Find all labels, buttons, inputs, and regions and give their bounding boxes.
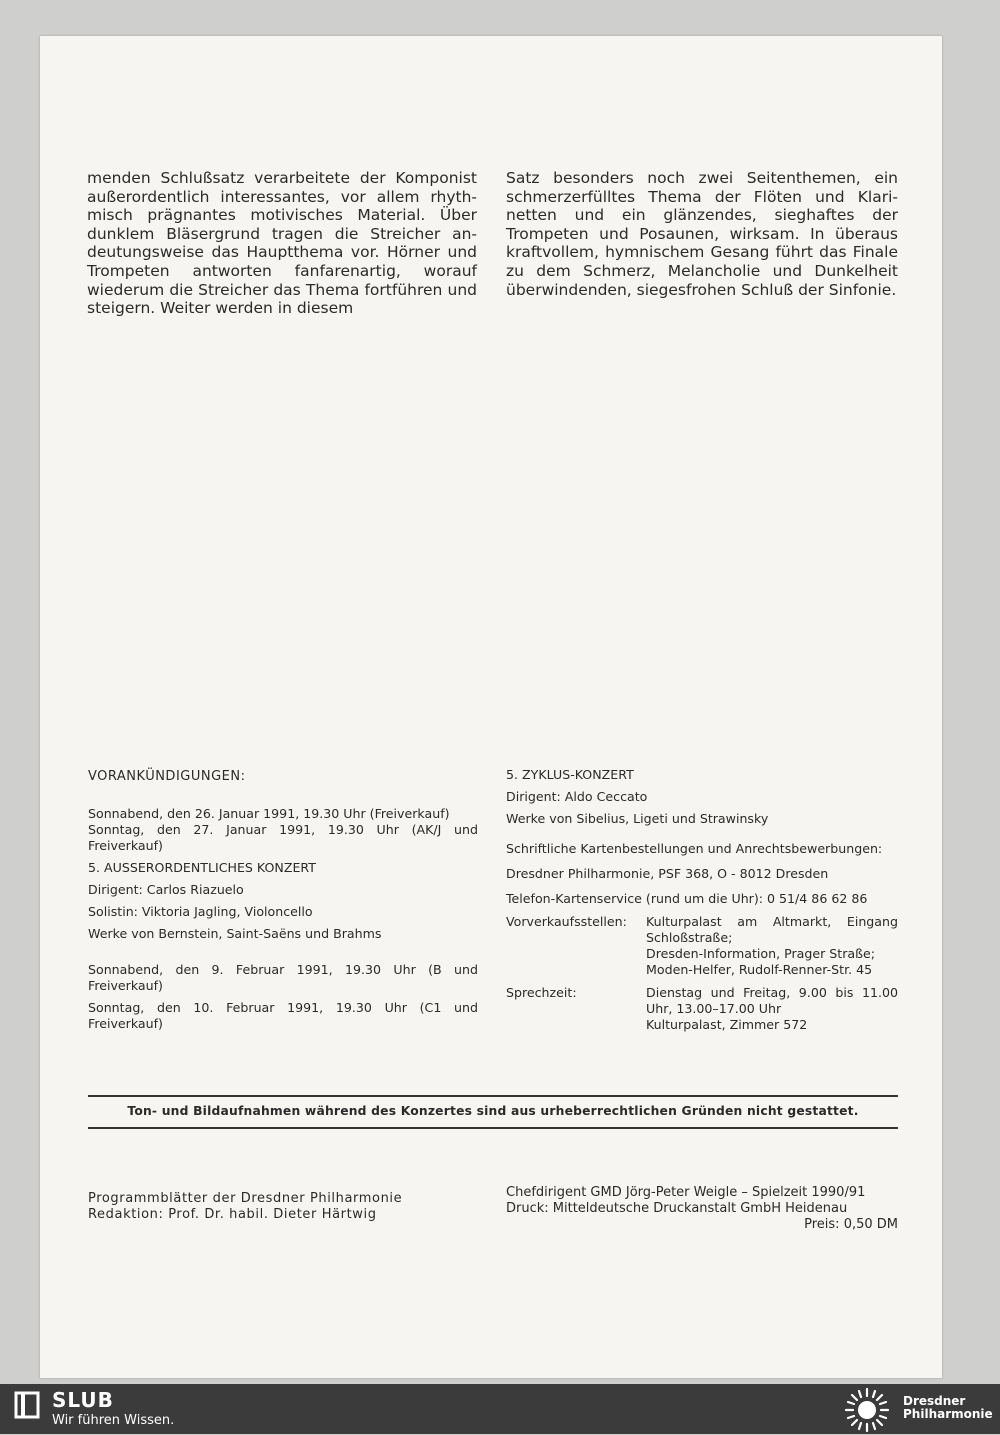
article-left-text: menden Schlußsatz verarbeitete der Komponist außerordentlich interessantes, vor allem rhythmisch prägnantes motivisches Material. Über dunklem Bläsergrund tragen die Streicher andeutungsweise das Hauptthema vor. Hörner und Trompeten antworten fanfarenartig, worauf wiederum die Streicher das Thema fortführen und steigern. Weiter werden in diesem [87, 169, 477, 318]
date-1: Sonnabend, den 26. Januar 1991, 19.30 Uhr (Freiverkauf) [88, 806, 450, 821]
conductor-left: Dirigent: Carlos Riazuelo [88, 882, 244, 897]
footer-right [506, 1185, 898, 1233]
slub-name[interactable]: SLUB [52, 1388, 114, 1412]
vvk-label: Vorverkaufsstellen: [506, 914, 627, 929]
concert-title-right: 5. ZYKLUS-KONZERT [506, 767, 634, 782]
hours-row [506, 985, 898, 1033]
soloist-left: Solistin: Viktoria Jagling, Violoncello [88, 904, 313, 919]
notice-rule-top [88, 1095, 898, 1097]
slub-tagline: Wir führen Wissen. [52, 1413, 175, 1428]
works-right: Werke von Sibelius, Ligeti und Strawinsky [506, 811, 769, 826]
phone-text: Telefon-Kartenservice (rund um die Uhr): 0 51/4 86 62 86 [506, 891, 868, 906]
footer-right-line1: Chefdirigent GMD Jörg-Peter Weigle – Spielzeit 1990/91 [506, 1185, 866, 1200]
vvk-2: Dresden-Information, Prager Straße; [646, 946, 876, 961]
article-left-column [87, 169, 477, 318]
recording-notice: Ton- und Bildaufnahmen während des Konzertes sind aus urheberrechtlichen Gründen nicht gestattet. [127, 1104, 859, 1118]
date-4: Sonntag, den 10. Februar 1991, 19.30 Uhr (C1 und Freiverkauf) [88, 1000, 478, 1031]
date-3: Sonnabend, den 9. Februar 1991, 19.30 Uhr (B und Freiverkauf) [88, 962, 478, 993]
slub-logo-icon [12, 1390, 42, 1420]
footer-right-line2: Druck: Mitteldeutsche Druckanstalt GmbH Heidenau [506, 1201, 848, 1216]
notice-rule-bottom [88, 1127, 898, 1129]
works-left: Werke von Bernstein, Saint-Saëns und Brahms [88, 926, 382, 941]
vvk-row [506, 914, 898, 978]
address-text: Dresdner Philharmonie, PSF 368, O - 8012 Dresden [506, 866, 829, 881]
viewer-footer-bar [0, 1384, 1000, 1434]
announcements-heading: VORANKÜNDIGUNGEN: [88, 769, 246, 784]
hours-1: Dienstag und Freitag, 9.00 bis 11.00 Uhr, 13.00–17.00 Uhr [646, 985, 898, 1016]
announcements-left [88, 806, 478, 1032]
article-right-text: Satz besonders noch zwei Seitenthemen, ein schmerzerfülltes Thema der Flöten und Klarinetten und ein glänzendes, sieghaftes der Trompeten und Posaunen, wirksam. In überaus kraftvollem, hymnischem Gesang führt das Finale zu dem Schmerz, Melancholie und Dunkelheit überwindenden, siegesfrohen Schluß der Sinfonie. [506, 169, 898, 299]
hours-label: Sprechzeit: [506, 985, 577, 1000]
price-text: Preis: 0,50 DM [804, 1217, 898, 1232]
announcements-right [506, 767, 898, 1033]
dresdner-philharmonie-name[interactable] [903, 1395, 993, 1421]
orders-text: Schriftliche Kartenbestellungen und Anrechtsbewerbungen: [506, 841, 883, 856]
date-2: Sonntag, den 27. Januar 1991, 19.30 Uhr (AK/J und Freiverkauf) [88, 822, 478, 853]
footer-left-line2: Redaktion: Prof. Dr. habil. Dieter Härtwig [88, 1206, 377, 1222]
hours-2: Kulturpalast, Zimmer 572 [646, 1017, 808, 1032]
dp-line2: Philharmonie [903, 1407, 993, 1421]
article-right-column [506, 169, 898, 299]
vvk-values [646, 914, 898, 978]
concert-title-left: 5. AUSSERORDENTLICHES KONZERT [88, 860, 316, 875]
document-page [40, 36, 942, 1378]
hours-values [646, 985, 898, 1033]
dresdner-philharmonie-logo-icon [842, 1385, 892, 1435]
vvk-3: Moden-Helfer, Rudolf-Renner-Str. 45 [646, 962, 873, 977]
vvk-1: Kulturpalast am Altmarkt, Eingang Schloßstraße; [646, 914, 898, 945]
footer-left-line1: Programmblätter der Dresdner Philharmonie [88, 1191, 403, 1206]
footer-left [88, 1191, 478, 1222]
conductor-right: Dirigent: Aldo Ceccato [506, 789, 648, 804]
dp-line1: Dresdner [903, 1394, 966, 1408]
